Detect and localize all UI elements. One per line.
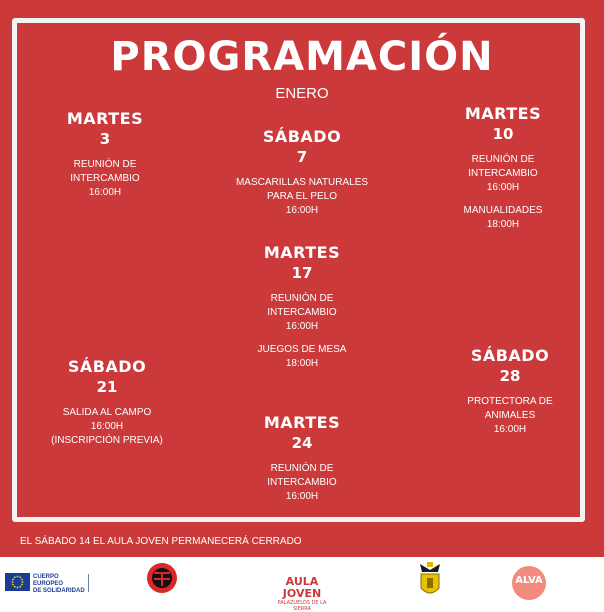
event-day: SÁBADO [67,357,147,376]
event-activity-line: (INSCRIPCIÓN PREVIA) [51,435,163,446]
page-title: PROGRAMACIÓN [110,34,494,80]
event-time: 16:00H [285,205,319,216]
event-activity-line: PROTECTORA DE [467,396,553,407]
event-date: 17 [291,264,313,282]
event-sabado-7 [222,126,382,218]
event-date: 28 [499,367,521,385]
eu-flag-icon [5,573,30,591]
closure-note: EL SÁBADO 14 EL AULA JOVEN PERMANECERÁ CERRADO [20,536,302,547]
event-activity-line: INTERCAMBIO [267,307,337,318]
event-activity-line: INTERCAMBIO [70,173,140,184]
event-time: 18:00H [285,358,319,369]
event-date: 3 [99,130,111,148]
event-activity-line: JUEGOS DE MESA [257,344,347,355]
event-martes-17 [240,242,364,371]
event-activity-line: PARA EL PELO [266,191,338,202]
event-activity-line: INTERCAMBIO [267,477,337,488]
alva-logo-text: ALVA [515,575,543,586]
eu-logo-line: DE SOLIDARIDAD [33,588,85,594]
event-martes-24 [240,412,364,504]
event-date: 10 [492,125,514,143]
aula-joven-subtitle: PALAZUELOS DE LA SIERRA [277,600,327,612]
event-day: MARTES [263,243,341,262]
event-time: 16:00H [88,187,122,198]
eu-logo-divider [88,574,89,592]
aula-joven-logo [272,576,332,612]
event-sabado-28 [450,345,570,437]
event-day: MARTES [263,413,341,432]
eu-logo-line: EUROPEO [33,581,64,587]
event-activity-line: REUNIÓN DE [73,159,137,170]
event-martes-10 [448,103,558,232]
event-time: 18:00H [486,219,520,230]
event-activity-line: INTERCAMBIO [468,168,538,179]
event-martes-3 [50,108,160,200]
coat-of-arms-icon [416,562,444,604]
event-activity-line: ANIMALES [484,410,536,421]
event-date: 7 [296,148,308,166]
event-day: MARTES [464,104,542,123]
event-sabado-21 [37,356,177,448]
event-time: 16:00H [285,491,319,502]
event-activity-line: MASCARILLAS NATURALES [235,177,369,188]
event-date: 24 [291,434,313,452]
event-time: 16:00H [493,424,527,435]
event-day: MARTES [66,109,144,128]
month-label: ENERO [275,85,329,102]
eu-logo-line: CUERPO [33,574,59,580]
event-activity-line: SALIDA AL CAMPO [62,407,152,418]
event-day: SÁBADO [262,127,342,146]
event-time: 16:00H [90,421,124,432]
eu-solidarity-logo-text [33,574,85,595]
event-day: SÁBADO [470,346,550,365]
event-activity-line: REUNIÓN DE [270,463,334,474]
event-activity-line: MANUALIDADES [463,205,543,216]
event-time: 16:00H [486,182,520,193]
event-activity-line: REUNIÓN DE [471,154,535,165]
circle-emblem-icon [146,562,178,598]
event-activity-line: REUNIÓN DE [270,293,334,304]
aula-joven-title: AULA JOVEN [282,575,322,600]
event-date: 21 [96,378,118,396]
event-time: 16:00H [285,321,319,332]
